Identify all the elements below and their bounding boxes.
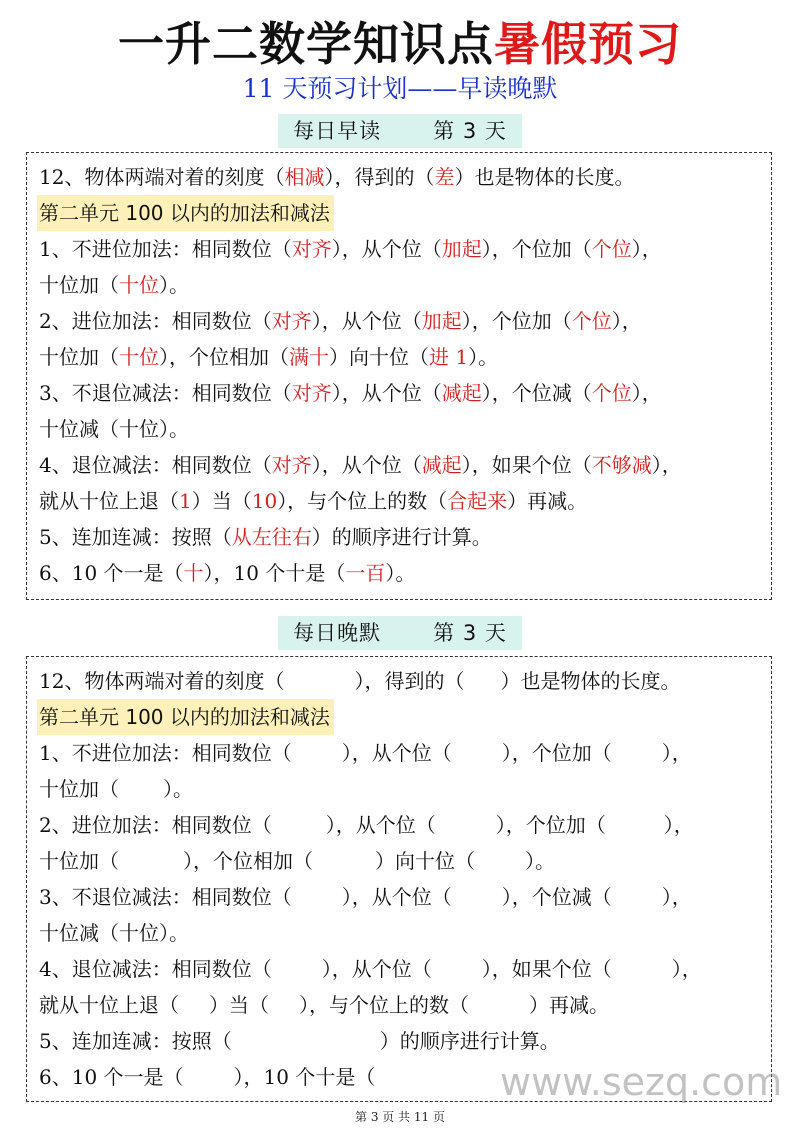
text: ），10 个十是（ [233, 1065, 376, 1089]
text: ），个位减（ [501, 885, 612, 909]
answer: 合起来 [447, 489, 508, 513]
text: ）再减。 [507, 489, 588, 513]
morning-line-4a [39, 447, 763, 483]
answer: 进 1 [429, 345, 469, 369]
text: 4、退位减法：相同数位（ [39, 957, 272, 981]
text: ），从个位（ [325, 813, 436, 837]
answer: 十 [183, 561, 204, 585]
answer: 1 [179, 489, 192, 513]
morning-line-3a [39, 375, 763, 411]
morning-line-3b [39, 411, 763, 447]
text: ），个位加（ [481, 237, 592, 261]
text: ）当（ [191, 489, 252, 513]
text: ）， [663, 813, 694, 837]
text: 6、10 个一是（ [39, 561, 184, 585]
text: ）。 [159, 273, 189, 297]
text: ），从个位（ [331, 237, 442, 261]
text: 6、10 个一是（ [39, 1065, 184, 1089]
answer: 对齐 [271, 453, 312, 477]
answer: 十位 [119, 273, 159, 297]
text: ）当（ [209, 993, 269, 1017]
evening-box [26, 656, 772, 1102]
text: ），得到的（ [354, 669, 465, 693]
evening-line-12 [39, 663, 763, 699]
morning-line-4b [39, 483, 763, 519]
morning-line-6 [39, 555, 763, 591]
text: ），个位加（ [495, 813, 606, 837]
answer: 差 [434, 165, 455, 189]
morning-line-2a [39, 303, 763, 339]
text: ），如果个位（ [481, 957, 612, 981]
morning-line-1a [39, 231, 763, 267]
text: 3、不退位减法：相同数位（ [39, 885, 292, 909]
text: ），个位相加（ [159, 345, 289, 369]
text: 12、物体两端对着的刻度（ [39, 165, 285, 189]
answer: 10 [251, 489, 278, 513]
text: 十位加（ [39, 273, 119, 297]
text: ）也是物体的长度。 [454, 165, 635, 189]
evening-label: 每日晚默 [293, 621, 382, 645]
answer: 个位 [571, 309, 612, 333]
text: ），与个位上的数（ [277, 489, 448, 513]
text: ），从个位（ [341, 885, 452, 909]
evening-section-header [278, 616, 522, 650]
text: ）， [611, 309, 642, 333]
evening-line-2a [39, 807, 763, 843]
text: ），个位减（ [481, 381, 592, 405]
answer: 个位 [591, 381, 632, 405]
answer: 减起 [441, 381, 482, 405]
text: 5、连加连减：按照（ [39, 525, 232, 549]
text: 1、不进位加法：相同数位（ [39, 237, 292, 261]
evening-line-4b [39, 987, 763, 1023]
text: ）。 [385, 561, 416, 585]
text: 2、进位加法：相同数位（ [39, 813, 272, 837]
evening-line-1a [39, 735, 763, 771]
text: ），个位加（ [461, 309, 572, 333]
text: ）， [631, 237, 662, 261]
text: ），从个位（ [321, 957, 432, 981]
unit-heading: 第二单元 100 以内的加法和减法 [37, 195, 334, 231]
morning-label: 每日早读 [293, 119, 382, 143]
morning-box [26, 152, 772, 600]
text: ）再减。 [529, 993, 609, 1017]
answer: 满十 [289, 345, 329, 369]
evening-line-3b [39, 915, 763, 951]
title-highlight: 暑假预习 [494, 17, 682, 71]
text: 4、退位减法：相同数位（ [39, 453, 272, 477]
text: ），个位相加（ [183, 849, 313, 873]
text: ）也是物体的长度。 [500, 669, 681, 693]
text: ），如果个位（ [461, 453, 592, 477]
answer: 减起 [421, 453, 462, 477]
text: 5、连加连减：按照（ [39, 1029, 232, 1053]
text: 3、不退位减法：相同数位（ [39, 381, 292, 405]
text: ），得到的（ [324, 165, 435, 189]
text: ）的顺序进行计算。 [379, 1029, 560, 1053]
evening-line-3a [39, 879, 763, 915]
morning-line-2b [39, 339, 763, 375]
evening-day: 第 3 天 [433, 621, 507, 645]
evening-line-5 [39, 1023, 763, 1059]
text: ），从个位（ [341, 741, 452, 765]
answer: 个位 [591, 237, 632, 261]
answer: 加起 [441, 237, 482, 261]
text: ），10 个十是（ [203, 561, 346, 585]
text: 2、进位加法：相同数位（ [39, 309, 272, 333]
text: ），个位加（ [501, 741, 612, 765]
text: ），与个位上的数（ [299, 993, 469, 1017]
answer: 一百 [345, 561, 386, 585]
text: ）的顺序进行计算。 [311, 525, 492, 549]
text: ）， [671, 957, 702, 981]
text: ），从个位（ [311, 309, 422, 333]
text: ）， [661, 885, 692, 909]
watermark: www.sezq.com [500, 1060, 783, 1104]
morning-line-12 [39, 159, 763, 195]
answer: 相减 [284, 165, 325, 189]
text: 1、不进位加法：相同数位（ [39, 741, 292, 765]
text: 十位加（ [39, 777, 119, 801]
text: ）， [631, 381, 662, 405]
unit-heading: 第二单元 100 以内的加法和减法 [37, 699, 334, 735]
page-subtitle: 11 天预习计划——早读晚默 [242, 74, 558, 103]
page-footer: 第 3 页 共 11 页 [355, 1110, 445, 1124]
morning-line-1b [39, 267, 763, 303]
text: 十位加（ [39, 849, 119, 873]
title-main: 一升二数学知识点 [118, 17, 494, 71]
morning-line-5 [39, 519, 763, 555]
text: ）向十位（ [375, 849, 475, 873]
morning-section-header [278, 114, 522, 148]
answer: 对齐 [291, 237, 332, 261]
answer: 从左往右 [231, 525, 312, 549]
text: 十位加（ [39, 345, 119, 369]
text: ），从个位（ [311, 453, 422, 477]
morning-day: 第 3 天 [433, 119, 507, 143]
text: ），从个位（ [331, 381, 442, 405]
text: 就从十位上退（ [39, 489, 179, 513]
text: ）， [661, 741, 692, 765]
text: 就从十位上退（ [39, 993, 179, 1017]
text: ）， [651, 453, 682, 477]
morning-unit-title [39, 195, 763, 231]
text: ）向十位（ [329, 345, 429, 369]
evening-line-1b [39, 771, 763, 807]
page-title [0, 14, 800, 74]
text: ）。 [163, 777, 193, 801]
text: 12、物体两端对着的刻度（ [39, 669, 285, 693]
answer: 不够减 [591, 453, 652, 477]
evening-line-4a [39, 951, 763, 987]
text: ）。 [525, 849, 555, 873]
text: 十位减（十位）。 [39, 417, 189, 441]
evening-line-2b [39, 843, 763, 879]
answer: 对齐 [291, 381, 332, 405]
text: ）。 [468, 345, 499, 369]
answer: 对齐 [271, 309, 312, 333]
text: 十位减（十位）。 [39, 921, 189, 945]
answer: 十位 [119, 345, 159, 369]
evening-unit-title [39, 699, 763, 735]
answer: 加起 [421, 309, 462, 333]
